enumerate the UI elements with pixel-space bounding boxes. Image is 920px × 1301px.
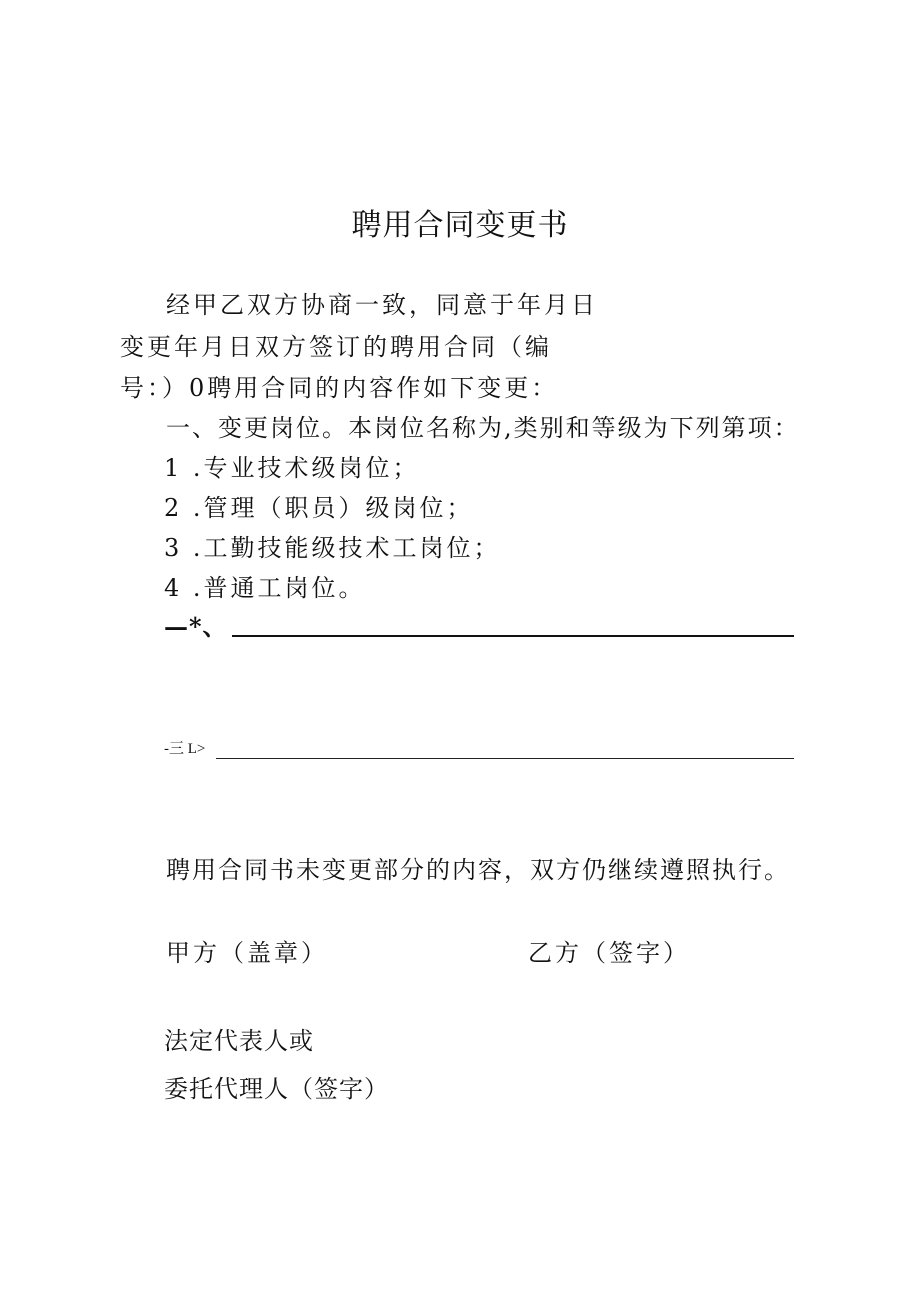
- post-option-2: 2 .管理（职员）级岗位；: [164, 494, 474, 522]
- intro-line-2: 变更年月日双方签订的聘用合同（编: [120, 333, 552, 361]
- legal-representative-label: 法定代表人或: [164, 1027, 314, 1055]
- closing-statement: 聘用合同书未变更部分的内容，双方仍继续遵照执行。: [166, 856, 790, 884]
- post-option-1: 1 .专业技术级岗位；: [164, 454, 420, 482]
- intro-line-3: 号：）0聘用合同的内容作如下变更：: [120, 374, 559, 402]
- section-2-label: —*、: [164, 612, 228, 641]
- page-title: 聘用合同变更书: [351, 208, 569, 243]
- intro-line-1: 经甲乙双方协商一致，同意于年月日: [166, 291, 598, 319]
- post-option-3: 3 .工勤技能级技术工岗位；: [164, 534, 501, 562]
- party-a-signature-label: 甲方（盖章）: [166, 939, 328, 967]
- section-2-blank-line: [232, 635, 794, 637]
- authorized-agent-label: 委托代理人（签字）: [164, 1075, 389, 1103]
- post-option-4: 4 .普通工岗位。: [164, 574, 366, 602]
- section-3-label: -三 L>: [164, 741, 206, 757]
- section-3-blank-line: [216, 758, 794, 759]
- section-1-heading: 一、变更岗位。本岗位名称为,类别和等级为下列第项：: [166, 414, 800, 442]
- party-b-signature-label: 乙方（签字）: [528, 939, 690, 967]
